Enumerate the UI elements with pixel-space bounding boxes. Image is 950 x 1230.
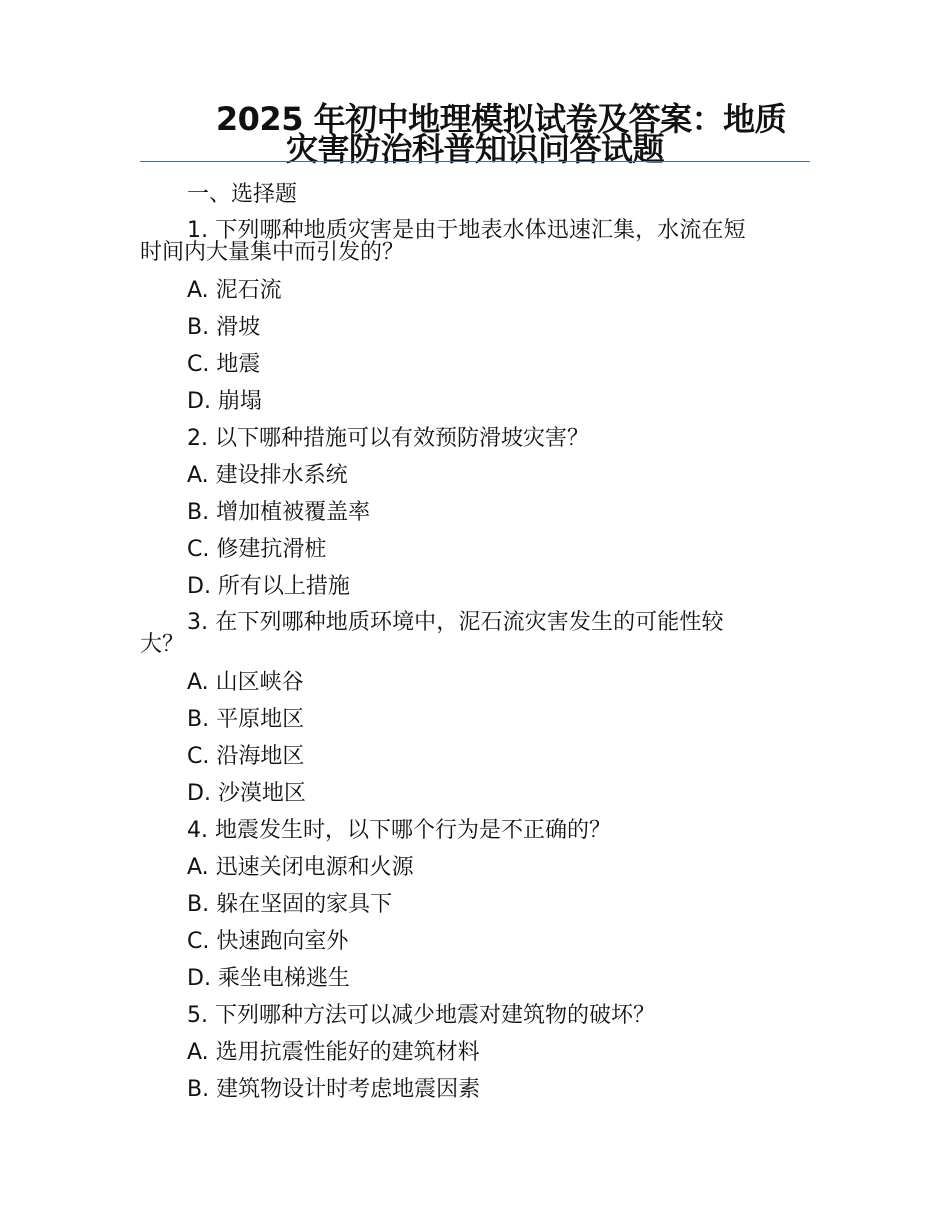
question-1-option-c: C. 地震 (187, 352, 261, 377)
document-body (140, 176, 812, 1108)
question-1-stem (140, 213, 812, 272)
question-1-option-a: A. 泥石流 (187, 278, 282, 303)
question-4-option-d: D. 乘坐电梯逃生 (187, 966, 350, 991)
question-5-option-a: A. 选用抗震性能好的建筑材料 (187, 1040, 480, 1065)
question-4-option-b: B. 躲在坚固的家具下 (187, 892, 393, 917)
question-stem-line: 时间内大量集中而引发的？ (140, 240, 405, 265)
question-4-option-a: A. 迅速关闭电源和火源 (187, 855, 414, 880)
document-title (140, 100, 810, 168)
question-5-option-b: B. 建筑物设计时考虑地震因素 (187, 1077, 481, 1102)
section-heading: 一、选择题 (187, 182, 298, 207)
question-2-option-a: A. 建设排水系统 (187, 463, 348, 488)
question-4-option-c: C. 快速跑向室外 (187, 929, 349, 954)
question-1-option-b: B. 滑坡 (187, 315, 261, 340)
title-underline (140, 161, 810, 162)
question-4-stem: 4. 地震发生时，以下哪个行为是不正确的？ (187, 818, 611, 843)
title-line-2: 灾害防治科普知识问答试题 (285, 130, 664, 168)
question-3-stem (140, 605, 812, 664)
question-2-option-b: B. 增加植被覆盖率 (187, 500, 371, 525)
question-2-stem: 2. 以下哪种措施可以有效预防滑坡灾害？ (187, 426, 589, 451)
question-3-option-d: D. 沙漠地区 (187, 781, 306, 806)
question-3-option-c: C. 沿海地区 (187, 744, 305, 769)
question-1-option-d: D. 崩塌 (187, 389, 262, 414)
question-5-stem: 5. 下列哪种方法可以减少地震对建筑物的破坏？ (187, 1003, 655, 1028)
title-line-1: 2025 年初中地理模拟试卷及答案：地质 (215, 100, 787, 138)
question-stem-line: 1. 下列哪种地质灾害是由于地表水体迅速汇集，水流在短 (187, 218, 746, 243)
question-3-option-a: A. 山区峡谷 (187, 670, 304, 695)
question-2-option-c: C. 修建抗滑桩 (187, 537, 327, 562)
question-3-option-b: B. 平原地区 (187, 707, 305, 732)
question-stem-line: 3. 在下列哪种地质环境中，泥石流灾害发生的可能性较 (187, 610, 724, 635)
question-2-option-d: D. 所有以上措施 (187, 574, 350, 599)
question-stem-line: 大？ (140, 632, 185, 657)
